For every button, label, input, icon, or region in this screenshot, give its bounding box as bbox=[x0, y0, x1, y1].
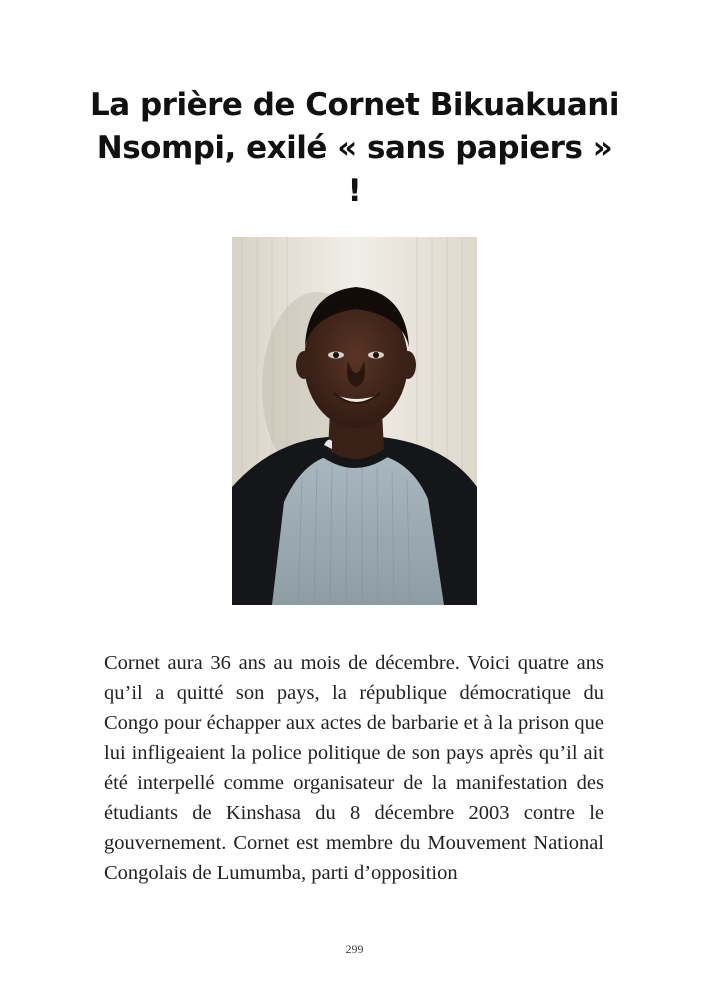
portrait-photo bbox=[232, 237, 477, 605]
page-number: 299 bbox=[345, 942, 364, 956]
article-body: Cornet aura 36 ans au mois de décembre. Voici quatre ans qu’il a quitté son pays, la république démocratique du Congo pour échapper aux actes de barbarie et à la prison que lui infligeaient la police politique de son pays après qu’il ait été interpellé comme organisateur de la manifestation des étudiants de Kinshasa du 8 décembre 2003 contre le gouvernement. Cornet est membre du Mouvement National Congolais de Lumumba, parti d’opposition bbox=[104, 652, 604, 884]
article-title: La prière de Cornet Bikuakuani Nsompi, exilé « sans papiers » ! bbox=[90, 87, 619, 209]
